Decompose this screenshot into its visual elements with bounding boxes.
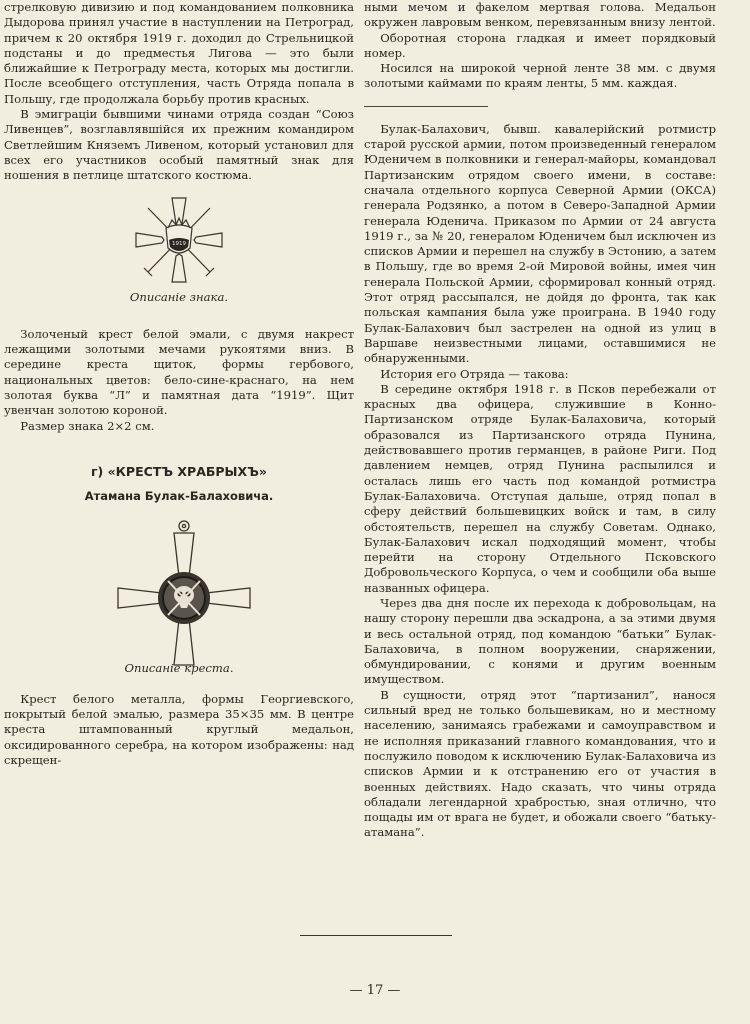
- left-column: [4, 0, 354, 768]
- paragraph: Булак-Балахович, бывш. кавалерійский ротмистр старой русской армии, потом произведенный генералом Юденичем в полковники и генерал-майоры, командовал Партизанским отрядом своего имени, в составе: сначала отдельного корпуса Северной Армии (ОКСА) генерала Родзянко, а потом в Северо-Западной Армии генерала Юденича. Приказом по Армии от 24 августа 1919 г., за № 20, генералом Юденичем был исключен из списков Армии и перешел на службу в Эстонию, а затем в Польшу, где во время 2-ой Мировой войны, имея чин генерала Польской Армии, сформировал конный отряд. Этот отряд рассыпался, не дойдя до фронта, так как польская кампания была уже проиграна. В 1940 году Булак-Балахович был застрелен на одной из улиц в Варшаве неизвестными лицами, оставшимися не обнаруженными.: [364, 121, 716, 366]
- liven-badge-figure: [4, 184, 354, 290]
- paragraph: ными мечом и факелом мертвая голова. Медальон окружен лавровым венком, перевязанным внизу лентой.: [364, 0, 716, 30]
- paragraph: Носился на широкой черной ленте 38 мм. с двумя золотыми каймами по краям ленты, 5 мм. каждая.: [364, 61, 716, 91]
- svg-text:1919: 1919: [172, 240, 186, 247]
- paragraph: Оборотная сторона гладкая и имеет порядковый номер.: [364, 30, 716, 60]
- page-number: — 17 —: [349, 983, 401, 998]
- paragraph: В середине октября 1918 г. в Псков перебежали от красных два офицера, служившие в Конно-Партизанском отряде Булак-Балаховича, который образовался из Партизанского отряда Пунина, действовавшего против германцев, в районе Риги. Под давлением немцев, отряд Пунина распылился и осталась лишь его часть под командой ротмистра Булак-Балаховича. Отступая дальше, отряд попал в сферу действий большевицких войск и там, в силу обстоятельств, перешел на службу Советам. Однако, Булак-Балахович искал подходящий момент, чтобы перейти на сторону Отдельного Псковского Добровольческого Корпуса, о чем и сообщили оба выше названных офицера.: [364, 381, 716, 595]
- cross-of-the-brave-icon: [116, 519, 252, 667]
- paragraph: Размер знака 2×2 см.: [20, 418, 155, 433]
- liven-badge-icon: [132, 192, 226, 288]
- paragraph: История его Отряда — такова:: [380, 366, 569, 381]
- section-subheading: Атамана Булак-Балаховича.: [84, 489, 274, 504]
- section-separator: [364, 106, 488, 108]
- paragraph: В сущности, отряд этот “партизанил”, нанося сильный вред не только большевикам, но и местному населению, занимаясь грабежами и самоуправством и не исполняя приказаний главного командования, что и послужило поводом к исключению Булак-Балаховича из списков Армии и к отстранению его от участия в военных действиях. Надо сказать, что чины отряда обладали легендарной храбростью, зная отлично, что пощады им от врага не будет, и обожали своего “батьку-атамана”.: [364, 687, 716, 840]
- paragraph: Крест белого металла, формы Георгиевского, покрытый белой эмалью, размера 35×35 мм. В центре креста штампованный круглый медальон, оксидированного серебра, на котором изображены: над скрещен-: [4, 691, 354, 768]
- paragraph: Через два дня после их перехода к добровольцам, на нашу сторону перешли два эскадрона, а за этими двумя и весь остальной отряд, под командою “батьки” Булак-Балаховича, в полном вооружении, снаряжении, обмундировании, с конями и другим военным имуществом.: [364, 595, 716, 687]
- section-heading: г) «КРЕСТЪ ХРАБРЫХЪ»: [91, 463, 267, 479]
- paragraph: В эмиграціи бывшими чинами отряда создан “Союз Ливенцев”, возглавлявшійся их прежним командиром Светлейшим Княземъ Ливеном, который установил для всех его участников особый памятный знак для ношения в петлице штатского костюма.: [4, 107, 354, 183]
- figure-caption: Описаніе креста.: [124, 660, 234, 675]
- bottom-rule: [300, 935, 452, 936]
- figure-caption: Описаніе знака.: [129, 289, 229, 304]
- cross-figure: [4, 505, 354, 661]
- paragraph: Золоченый крест белой эмали, с двумя накрест лежащими золотыми мечами рукоятями вниз. В середине креста щиток, формы гербового, национальных цветов: бело-сине-краснаго, на нем золотая буква “Л” и памятная дата “1919”. Щит увенчан золотою короной.: [4, 326, 354, 418]
- paragraph: стрелковую дивизию и под командованием полковника Дыдорова принял участие в наступлении на Петроград, причем к 20 октября 1919 г. доходил до Стрельницкой подстаны и до предместья Лигова — это были ближайшие к Петрограду места, которых мы достигли. После всеобщего отступления, часть Отряда попала в Польшу, где продолжала борьбу против красных.: [4, 0, 354, 106]
- right-column: [364, 0, 716, 841]
